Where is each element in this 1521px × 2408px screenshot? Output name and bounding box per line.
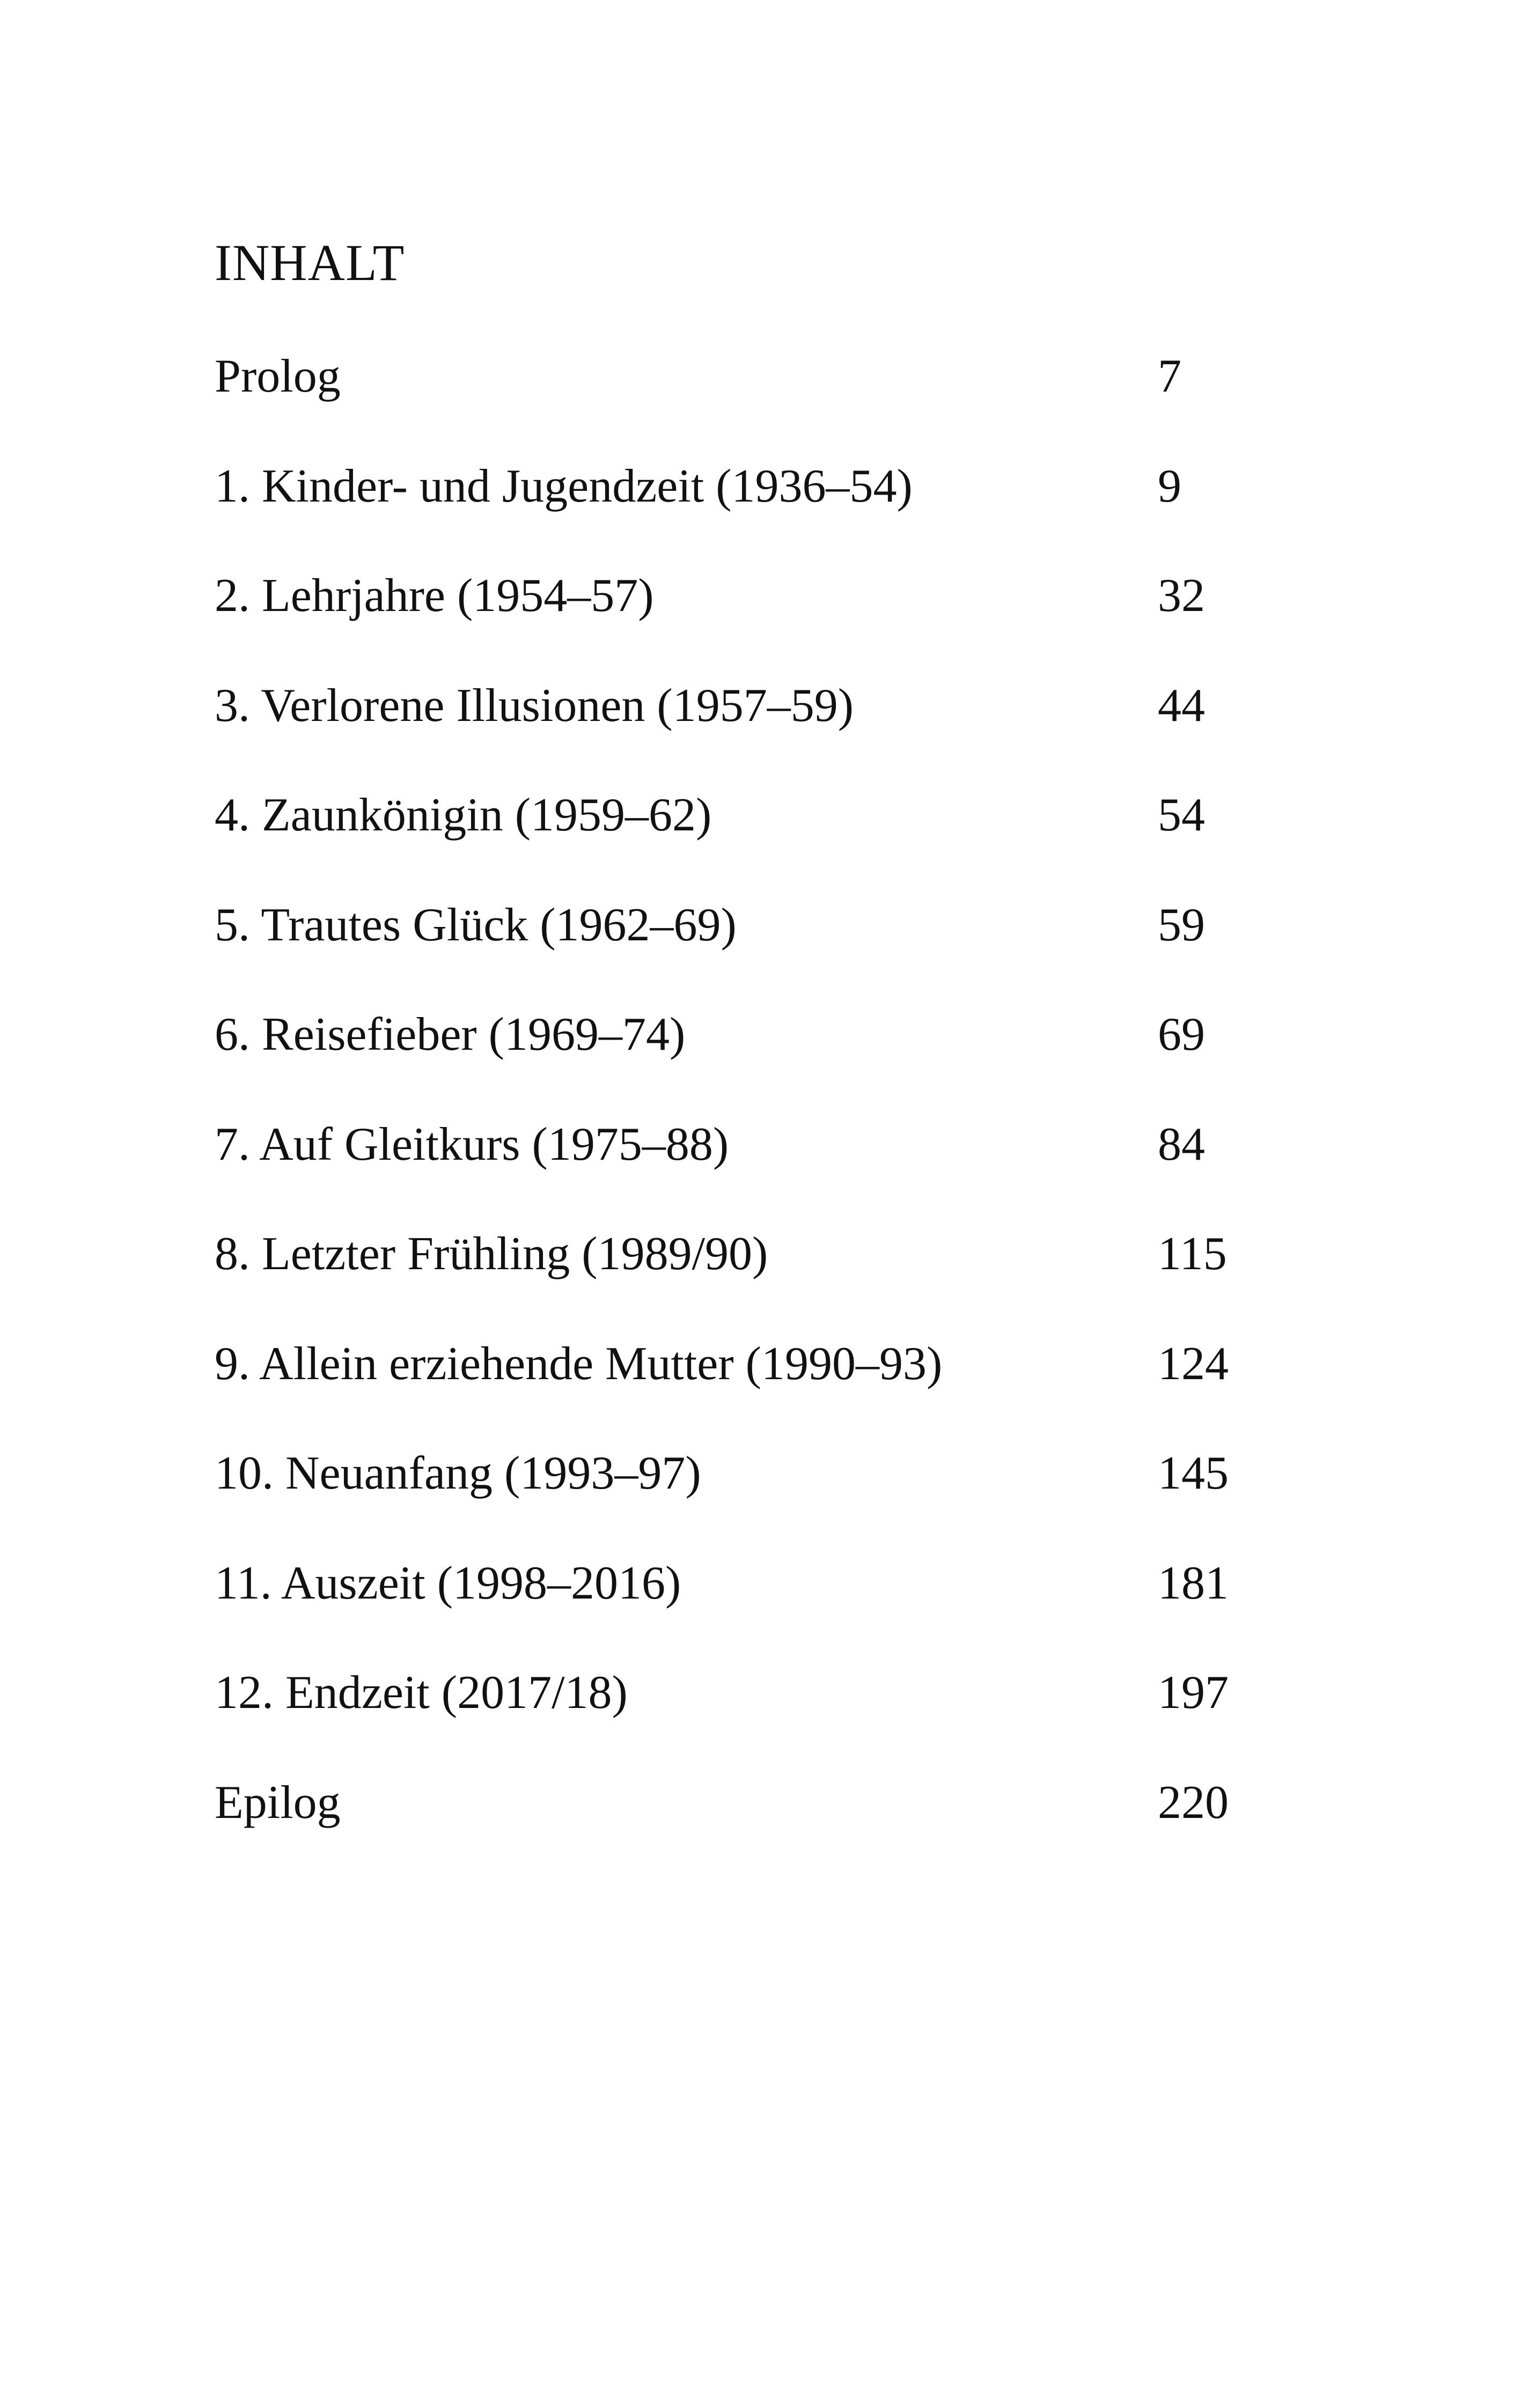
toc-entry-title: 5. Trautes Glück (1962–69): [215, 899, 737, 951]
table-of-contents: [215, 344, 1288, 1880]
toc-entry-chapter-6: [215, 1003, 1288, 1113]
toc-entry-page-number: 32: [1158, 570, 1205, 622]
toc-entry-page-number: 59: [1158, 899, 1205, 951]
toc-entry-page-number: 54: [1158, 789, 1205, 841]
toc-entry-chapter-10: [215, 1441, 1288, 1551]
toc-entry-chapter-2: [215, 564, 1288, 674]
toc-entry-page-number: 84: [1158, 1118, 1205, 1170]
toc-entry-title: 3. Verlorene Illusionen (1957–59): [215, 679, 854, 732]
toc-entry-title: 9. Allein erziehende Mutter (1990–93): [215, 1337, 943, 1390]
toc-entry-title: 4. Zaunkönigin (1959–62): [215, 789, 712, 841]
toc-entry-page-number: 69: [1158, 1008, 1205, 1061]
toc-entry-page-number: 124: [1158, 1337, 1229, 1390]
toc-entry-chapter-4: [215, 783, 1288, 893]
toc-entry-chapter-3: [215, 674, 1288, 784]
toc-entry-title: Prolog: [215, 350, 341, 402]
toc-entry-chapter-11: [215, 1551, 1288, 1661]
toc-entry-title: 1. Kinder- und Jugendzeit (1936–54): [215, 460, 913, 512]
toc-entry-title: 12. Endzeit (2017/18): [215, 1667, 628, 1719]
toc-entry-chapter-1: [215, 454, 1288, 564]
page-title: INHALT: [215, 234, 405, 291]
toc-entry-page-number: 197: [1158, 1667, 1229, 1719]
toc-entry-epilog: [215, 1771, 1288, 1881]
toc-entry-page-number: 7: [1158, 350, 1181, 402]
toc-entry-title: 6. Reisefieber (1969–74): [215, 1008, 686, 1061]
toc-entry-page-number: 145: [1158, 1447, 1229, 1499]
toc-entry-title: 8. Letzter Frühling (1989/90): [215, 1228, 768, 1280]
toc-entry-page-number: 220: [1158, 1776, 1229, 1829]
toc-entry-chapter-5: [215, 893, 1288, 1003]
toc-entry-page-number: 44: [1158, 679, 1205, 732]
toc-entry-page-number: 9: [1158, 460, 1181, 512]
toc-entry-title: Epilog: [215, 1776, 341, 1829]
toc-entry-title: 10. Neuanfang (1993–97): [215, 1447, 701, 1499]
toc-entry-page-number: 181: [1158, 1557, 1229, 1609]
toc-entry-chapter-12: [215, 1661, 1288, 1771]
toc-entry-chapter-9: [215, 1332, 1288, 1442]
toc-entry-page-number: 115: [1158, 1228, 1227, 1280]
toc-entry-chapter-7: [215, 1113, 1288, 1223]
toc-entry-title: 7. Auf Gleitkurs (1975–88): [215, 1118, 729, 1170]
toc-entry-title: 11. Auszeit (1998–2016): [215, 1557, 681, 1609]
toc-entry-prolog: [215, 344, 1288, 454]
toc-entry-chapter-8: [215, 1222, 1288, 1332]
toc-entry-title: 2. Lehrjahre (1954–57): [215, 570, 654, 622]
